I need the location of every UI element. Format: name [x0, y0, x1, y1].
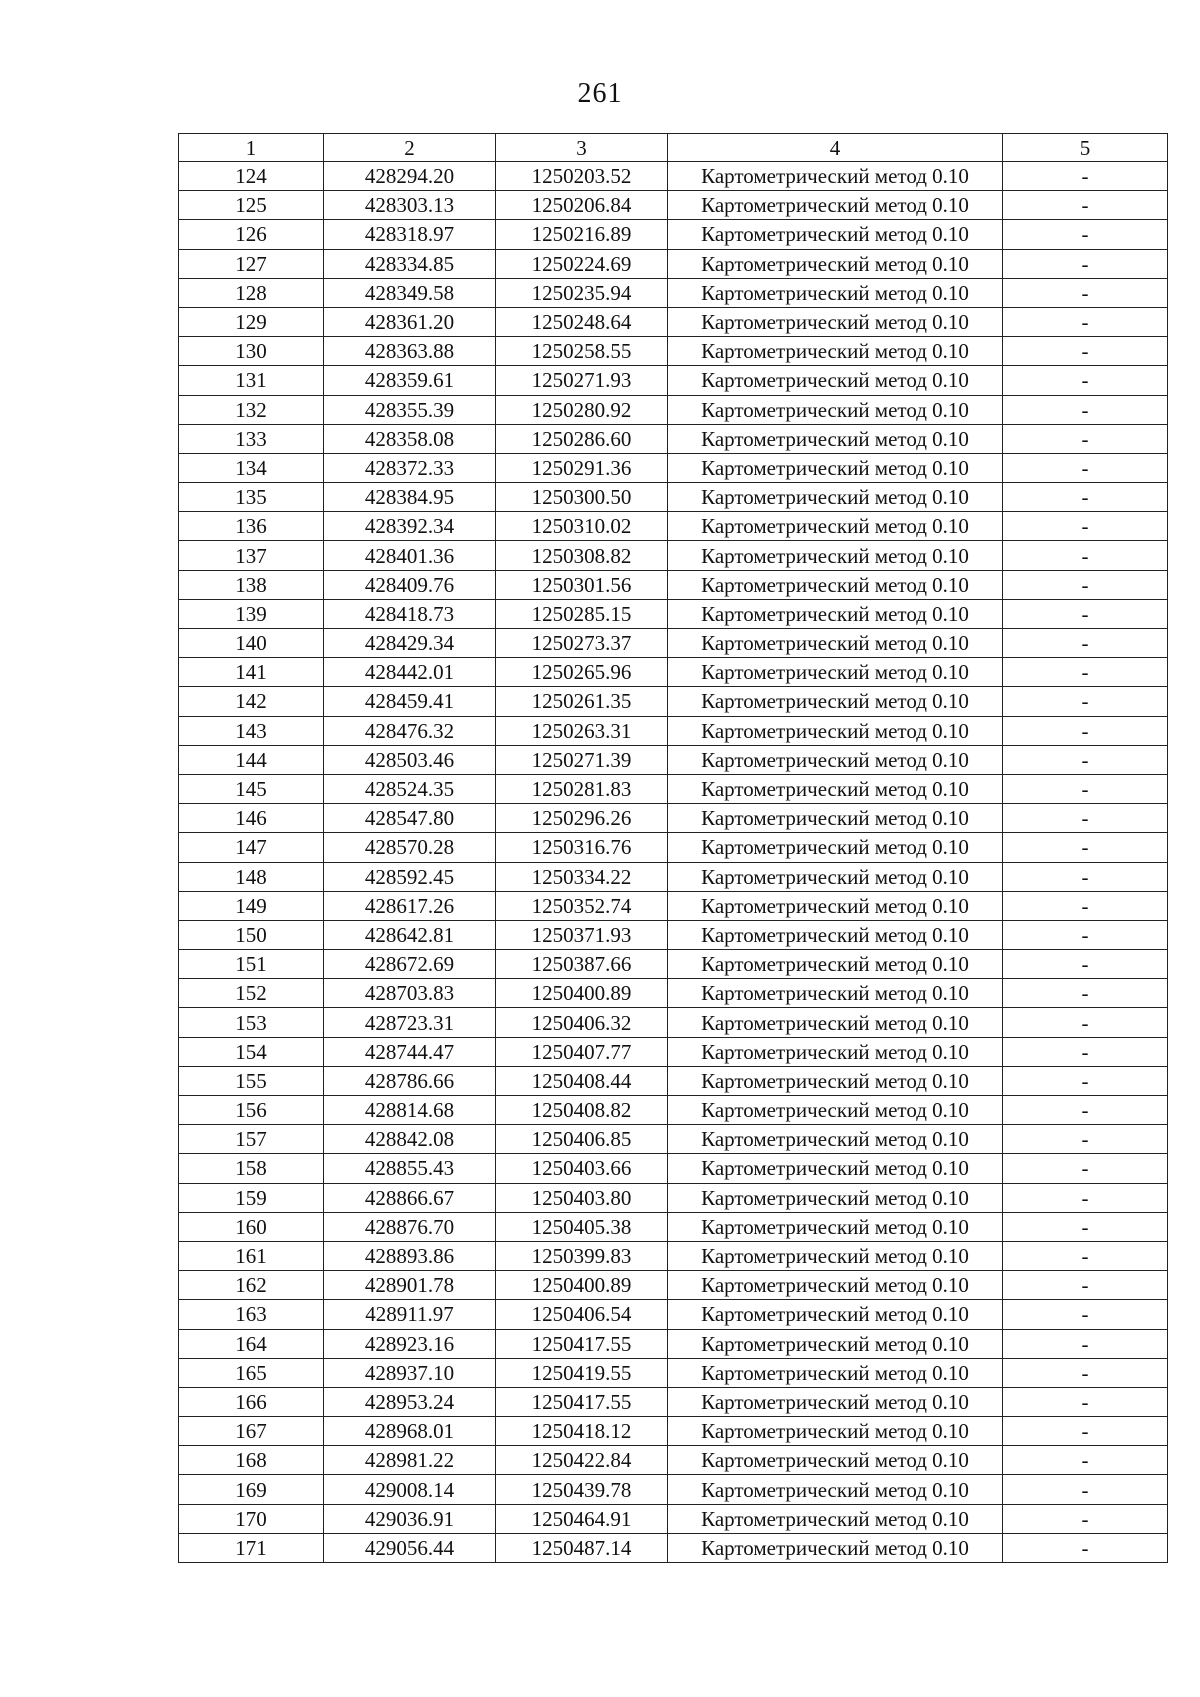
y-coordinate-cell: 1250300.50 [496, 483, 668, 512]
y-coordinate-cell: 1250235.94 [496, 278, 668, 307]
table-row [179, 424, 1168, 453]
x-coordinate-cell: 428893.86 [324, 1241, 496, 1270]
y-coordinate-cell: 1250439.78 [496, 1475, 668, 1504]
x-coordinate-cell: 428294.20 [324, 162, 496, 191]
x-coordinate-cell: 428842.08 [324, 1125, 496, 1154]
x-coordinate-cell: 428911.97 [324, 1300, 496, 1329]
method-cell: Картометрический метод 0.10 [668, 453, 1003, 482]
method-cell: Картометрический метод 0.10 [668, 1446, 1003, 1475]
point-number-cell: 130 [179, 337, 324, 366]
x-coordinate-cell: 428442.01 [324, 658, 496, 687]
y-coordinate-cell: 1250403.66 [496, 1154, 668, 1183]
y-coordinate-cell: 1250285.15 [496, 599, 668, 628]
table-row [179, 1125, 1168, 1154]
point-number-cell: 170 [179, 1504, 324, 1533]
y-coordinate-cell: 1250387.66 [496, 950, 668, 979]
table-row [179, 1504, 1168, 1533]
table-row [179, 1212, 1168, 1241]
note-cell: - [1003, 629, 1168, 658]
table-row [179, 891, 1168, 920]
point-number-cell: 171 [179, 1533, 324, 1562]
table-row [179, 950, 1168, 979]
table-row [179, 629, 1168, 658]
note-cell: - [1003, 745, 1168, 774]
table-row [179, 1329, 1168, 1358]
table-row [179, 512, 1168, 541]
point-number-cell: 165 [179, 1358, 324, 1387]
x-coordinate-cell: 428855.43 [324, 1154, 496, 1183]
column-header-4: 4 [668, 134, 1003, 162]
point-number-cell: 132 [179, 395, 324, 424]
x-coordinate-cell: 428524.35 [324, 774, 496, 803]
note-cell: - [1003, 1154, 1168, 1183]
x-coordinate-cell: 428476.32 [324, 716, 496, 745]
y-coordinate-cell: 1250265.96 [496, 658, 668, 687]
note-cell: - [1003, 1271, 1168, 1300]
point-number-cell: 161 [179, 1241, 324, 1270]
method-cell: Картометрический метод 0.10 [668, 1475, 1003, 1504]
point-number-cell: 143 [179, 716, 324, 745]
method-cell: Картометрический метод 0.10 [668, 745, 1003, 774]
point-number-cell: 131 [179, 366, 324, 395]
point-number-cell: 127 [179, 249, 324, 278]
method-cell: Картометрический метод 0.10 [668, 1533, 1003, 1562]
note-cell: - [1003, 162, 1168, 191]
y-coordinate-cell: 1250487.14 [496, 1533, 668, 1562]
x-coordinate-cell: 428547.80 [324, 804, 496, 833]
y-coordinate-cell: 1250291.36 [496, 453, 668, 482]
y-coordinate-cell: 1250408.44 [496, 1066, 668, 1095]
table-row [179, 1271, 1168, 1300]
method-cell: Картометрический метод 0.10 [668, 1300, 1003, 1329]
note-cell: - [1003, 599, 1168, 628]
point-number-cell: 169 [179, 1475, 324, 1504]
point-number-cell: 138 [179, 570, 324, 599]
note-cell: - [1003, 833, 1168, 862]
method-cell: Картометрический метод 0.10 [668, 483, 1003, 512]
x-coordinate-cell: 428303.13 [324, 191, 496, 220]
point-number-cell: 154 [179, 1037, 324, 1066]
table-row [179, 1008, 1168, 1037]
note-cell: - [1003, 687, 1168, 716]
note-cell: - [1003, 453, 1168, 482]
y-coordinate-cell: 1250407.77 [496, 1037, 668, 1066]
note-cell: - [1003, 979, 1168, 1008]
x-coordinate-cell: 428349.58 [324, 278, 496, 307]
method-cell: Картометрический метод 0.10 [668, 1271, 1003, 1300]
y-coordinate-cell: 1250334.22 [496, 862, 668, 891]
table-row [179, 862, 1168, 891]
note-cell: - [1003, 1008, 1168, 1037]
table-row [179, 337, 1168, 366]
point-number-cell: 151 [179, 950, 324, 979]
y-coordinate-cell: 1250271.39 [496, 745, 668, 774]
point-number-cell: 152 [179, 979, 324, 1008]
x-coordinate-cell: 428981.22 [324, 1446, 496, 1475]
table-row [179, 1533, 1168, 1562]
point-number-cell: 128 [179, 278, 324, 307]
note-cell: - [1003, 337, 1168, 366]
y-coordinate-cell: 1250352.74 [496, 891, 668, 920]
note-cell: - [1003, 1475, 1168, 1504]
method-cell: Картометрический метод 0.10 [668, 162, 1003, 191]
point-number-cell: 164 [179, 1329, 324, 1358]
table-row [179, 833, 1168, 862]
x-coordinate-cell: 428363.88 [324, 337, 496, 366]
x-coordinate-cell: 428786.66 [324, 1066, 496, 1095]
table-row [179, 1475, 1168, 1504]
point-number-cell: 168 [179, 1446, 324, 1475]
table-row [179, 1096, 1168, 1125]
y-coordinate-cell: 1250248.64 [496, 307, 668, 336]
table-row [179, 541, 1168, 570]
x-coordinate-cell: 428392.34 [324, 512, 496, 541]
note-cell: - [1003, 950, 1168, 979]
y-coordinate-cell: 1250308.82 [496, 541, 668, 570]
table-row [179, 162, 1168, 191]
method-cell: Картометрический метод 0.10 [668, 658, 1003, 687]
method-cell: Картометрический метод 0.10 [668, 979, 1003, 1008]
x-coordinate-cell: 428672.69 [324, 950, 496, 979]
note-cell: - [1003, 716, 1168, 745]
y-coordinate-cell: 1250417.55 [496, 1387, 668, 1416]
point-number-cell: 156 [179, 1096, 324, 1125]
x-coordinate-cell: 429008.14 [324, 1475, 496, 1504]
y-coordinate-cell: 1250417.55 [496, 1329, 668, 1358]
table-row [179, 979, 1168, 1008]
note-cell: - [1003, 395, 1168, 424]
point-number-cell: 136 [179, 512, 324, 541]
table-row [179, 920, 1168, 949]
method-cell: Картометрический метод 0.10 [668, 862, 1003, 891]
method-cell: Картометрический метод 0.10 [668, 599, 1003, 628]
coordinates-table [178, 133, 1168, 1563]
table-row [179, 1037, 1168, 1066]
method-cell: Картометрический метод 0.10 [668, 1212, 1003, 1241]
x-coordinate-cell: 428866.67 [324, 1183, 496, 1212]
method-cell: Картометрический метод 0.10 [668, 1066, 1003, 1095]
point-number-cell: 129 [179, 307, 324, 336]
note-cell: - [1003, 1096, 1168, 1125]
method-cell: Картометрический метод 0.10 [668, 424, 1003, 453]
note-cell: - [1003, 1358, 1168, 1387]
note-cell: - [1003, 1183, 1168, 1212]
point-number-cell: 162 [179, 1271, 324, 1300]
y-coordinate-cell: 1250224.69 [496, 249, 668, 278]
table-body [179, 162, 1168, 1563]
table-row [179, 191, 1168, 220]
point-number-cell: 149 [179, 891, 324, 920]
x-coordinate-cell: 428617.26 [324, 891, 496, 920]
note-cell: - [1003, 249, 1168, 278]
table-header [179, 134, 1168, 162]
x-coordinate-cell: 428953.24 [324, 1387, 496, 1416]
method-cell: Картометрический метод 0.10 [668, 249, 1003, 278]
method-cell: Картометрический метод 0.10 [668, 337, 1003, 366]
table-row [179, 395, 1168, 424]
y-coordinate-cell: 1250403.80 [496, 1183, 668, 1212]
note-cell: - [1003, 1125, 1168, 1154]
note-cell: - [1003, 1300, 1168, 1329]
method-cell: Картометрический метод 0.10 [668, 1417, 1003, 1446]
table-row [179, 249, 1168, 278]
point-number-cell: 159 [179, 1183, 324, 1212]
x-coordinate-cell: 428901.78 [324, 1271, 496, 1300]
note-cell: - [1003, 541, 1168, 570]
x-coordinate-cell: 428642.81 [324, 920, 496, 949]
method-cell: Картометрический метод 0.10 [668, 366, 1003, 395]
y-coordinate-cell: 1250203.52 [496, 162, 668, 191]
x-coordinate-cell: 428401.36 [324, 541, 496, 570]
table-row [179, 570, 1168, 599]
method-cell: Картометрический метод 0.10 [668, 395, 1003, 424]
point-number-cell: 167 [179, 1417, 324, 1446]
header-row [179, 134, 1168, 162]
method-cell: Картометрический метод 0.10 [668, 891, 1003, 920]
note-cell: - [1003, 920, 1168, 949]
y-coordinate-cell: 1250273.37 [496, 629, 668, 658]
note-cell: - [1003, 804, 1168, 833]
method-cell: Картометрический метод 0.10 [668, 570, 1003, 599]
x-coordinate-cell: 428418.73 [324, 599, 496, 628]
y-coordinate-cell: 1250301.56 [496, 570, 668, 599]
table-row [179, 658, 1168, 687]
method-cell: Картометрический метод 0.10 [668, 804, 1003, 833]
x-coordinate-cell: 428723.31 [324, 1008, 496, 1037]
y-coordinate-cell: 1250271.93 [496, 366, 668, 395]
y-coordinate-cell: 1250261.35 [496, 687, 668, 716]
table-row [179, 1241, 1168, 1270]
x-coordinate-cell: 428503.46 [324, 745, 496, 774]
table-row [179, 716, 1168, 745]
x-coordinate-cell: 428814.68 [324, 1096, 496, 1125]
x-coordinate-cell: 428937.10 [324, 1358, 496, 1387]
column-header-3: 3 [496, 134, 668, 162]
point-number-cell: 160 [179, 1212, 324, 1241]
note-cell: - [1003, 278, 1168, 307]
method-cell: Картометрический метод 0.10 [668, 541, 1003, 570]
table-row [179, 307, 1168, 336]
note-cell: - [1003, 220, 1168, 249]
x-coordinate-cell: 428459.41 [324, 687, 496, 716]
table-row [179, 1154, 1168, 1183]
column-header-2: 2 [324, 134, 496, 162]
y-coordinate-cell: 1250464.91 [496, 1504, 668, 1533]
point-number-cell: 157 [179, 1125, 324, 1154]
point-number-cell: 145 [179, 774, 324, 803]
method-cell: Картометрический метод 0.10 [668, 950, 1003, 979]
table-row [179, 278, 1168, 307]
x-coordinate-cell: 428876.70 [324, 1212, 496, 1241]
y-coordinate-cell: 1250371.93 [496, 920, 668, 949]
method-cell: Картометрический метод 0.10 [668, 1096, 1003, 1125]
note-cell: - [1003, 891, 1168, 920]
table-row [179, 1183, 1168, 1212]
table-row [179, 366, 1168, 395]
column-header-5: 5 [1003, 134, 1168, 162]
y-coordinate-cell: 1250280.92 [496, 395, 668, 424]
method-cell: Картометрический метод 0.10 [668, 1387, 1003, 1416]
point-number-cell: 140 [179, 629, 324, 658]
note-cell: - [1003, 366, 1168, 395]
x-coordinate-cell: 428359.61 [324, 366, 496, 395]
point-number-cell: 137 [179, 541, 324, 570]
table-row [179, 483, 1168, 512]
note-cell: - [1003, 1037, 1168, 1066]
y-coordinate-cell: 1250400.89 [496, 979, 668, 1008]
method-cell: Картометрический метод 0.10 [668, 1125, 1003, 1154]
point-number-cell: 148 [179, 862, 324, 891]
x-coordinate-cell: 428334.85 [324, 249, 496, 278]
x-coordinate-cell: 428355.39 [324, 395, 496, 424]
note-cell: - [1003, 658, 1168, 687]
note-cell: - [1003, 1066, 1168, 1095]
y-coordinate-cell: 1250216.89 [496, 220, 668, 249]
y-coordinate-cell: 1250316.76 [496, 833, 668, 862]
note-cell: - [1003, 570, 1168, 599]
point-number-cell: 142 [179, 687, 324, 716]
y-coordinate-cell: 1250281.83 [496, 774, 668, 803]
y-coordinate-cell: 1250286.60 [496, 424, 668, 453]
y-coordinate-cell: 1250418.12 [496, 1417, 668, 1446]
point-number-cell: 155 [179, 1066, 324, 1095]
method-cell: Картометрический метод 0.10 [668, 307, 1003, 336]
y-coordinate-cell: 1250408.82 [496, 1096, 668, 1125]
x-coordinate-cell: 428570.28 [324, 833, 496, 862]
table-row [179, 1387, 1168, 1416]
point-number-cell: 147 [179, 833, 324, 862]
table-row [179, 1446, 1168, 1475]
table-row [179, 1066, 1168, 1095]
x-coordinate-cell: 428703.83 [324, 979, 496, 1008]
note-cell: - [1003, 307, 1168, 336]
point-number-cell: 134 [179, 453, 324, 482]
note-cell: - [1003, 512, 1168, 541]
y-coordinate-cell: 1250258.55 [496, 337, 668, 366]
y-coordinate-cell: 1250406.54 [496, 1300, 668, 1329]
x-coordinate-cell: 428409.76 [324, 570, 496, 599]
note-cell: - [1003, 862, 1168, 891]
point-number-cell: 146 [179, 804, 324, 833]
method-cell: Картометрический метод 0.10 [668, 1154, 1003, 1183]
x-coordinate-cell: 428361.20 [324, 307, 496, 336]
note-cell: - [1003, 1417, 1168, 1446]
y-coordinate-cell: 1250406.85 [496, 1125, 668, 1154]
point-number-cell: 144 [179, 745, 324, 774]
table-row [179, 774, 1168, 803]
note-cell: - [1003, 1387, 1168, 1416]
point-number-cell: 158 [179, 1154, 324, 1183]
x-coordinate-cell: 428372.33 [324, 453, 496, 482]
x-coordinate-cell: 428384.95 [324, 483, 496, 512]
method-cell: Картометрический метод 0.10 [668, 512, 1003, 541]
note-cell: - [1003, 424, 1168, 453]
table-row [179, 1300, 1168, 1329]
method-cell: Картометрический метод 0.10 [668, 920, 1003, 949]
table-row [179, 745, 1168, 774]
note-cell: - [1003, 1533, 1168, 1562]
method-cell: Картометрический метод 0.10 [668, 833, 1003, 862]
x-coordinate-cell: 429036.91 [324, 1504, 496, 1533]
method-cell: Картометрический метод 0.10 [668, 687, 1003, 716]
point-number-cell: 124 [179, 162, 324, 191]
x-coordinate-cell: 428429.34 [324, 629, 496, 658]
method-cell: Картометрический метод 0.10 [668, 629, 1003, 658]
x-coordinate-cell: 428318.97 [324, 220, 496, 249]
table-row [179, 599, 1168, 628]
point-number-cell: 163 [179, 1300, 324, 1329]
point-number-cell: 153 [179, 1008, 324, 1037]
method-cell: Картометрический метод 0.10 [668, 1183, 1003, 1212]
y-coordinate-cell: 1250406.32 [496, 1008, 668, 1037]
method-cell: Картометрический метод 0.10 [668, 220, 1003, 249]
method-cell: Картометрический метод 0.10 [668, 1037, 1003, 1066]
table-row [179, 804, 1168, 833]
x-coordinate-cell: 428744.47 [324, 1037, 496, 1066]
note-cell: - [1003, 774, 1168, 803]
table-row [179, 220, 1168, 249]
y-coordinate-cell: 1250400.89 [496, 1271, 668, 1300]
table-row [179, 1358, 1168, 1387]
method-cell: Картометрический метод 0.10 [668, 191, 1003, 220]
point-number-cell: 126 [179, 220, 324, 249]
y-coordinate-cell: 1250399.83 [496, 1241, 668, 1270]
page-number: 261 [577, 78, 623, 109]
method-cell: Картометрический метод 0.10 [668, 716, 1003, 745]
y-coordinate-cell: 1250263.31 [496, 716, 668, 745]
column-header-1: 1 [179, 134, 324, 162]
point-number-cell: 141 [179, 658, 324, 687]
table-row [179, 687, 1168, 716]
y-coordinate-cell: 1250422.84 [496, 1446, 668, 1475]
note-cell: - [1003, 1504, 1168, 1533]
x-coordinate-cell: 428358.08 [324, 424, 496, 453]
y-coordinate-cell: 1250310.02 [496, 512, 668, 541]
x-coordinate-cell: 428968.01 [324, 1417, 496, 1446]
method-cell: Картометрический метод 0.10 [668, 774, 1003, 803]
point-number-cell: 139 [179, 599, 324, 628]
y-coordinate-cell: 1250296.26 [496, 804, 668, 833]
method-cell: Картометрический метод 0.10 [668, 1358, 1003, 1387]
table-row [179, 453, 1168, 482]
method-cell: Картометрический метод 0.10 [668, 1008, 1003, 1037]
x-coordinate-cell: 428592.45 [324, 862, 496, 891]
method-cell: Картометрический метод 0.10 [668, 1329, 1003, 1358]
y-coordinate-cell: 1250206.84 [496, 191, 668, 220]
point-number-cell: 125 [179, 191, 324, 220]
note-cell: - [1003, 1212, 1168, 1241]
note-cell: - [1003, 1241, 1168, 1270]
point-number-cell: 135 [179, 483, 324, 512]
x-coordinate-cell: 429056.44 [324, 1533, 496, 1562]
point-number-cell: 133 [179, 424, 324, 453]
note-cell: - [1003, 1446, 1168, 1475]
method-cell: Картометрический метод 0.10 [668, 1241, 1003, 1270]
x-coordinate-cell: 428923.16 [324, 1329, 496, 1358]
note-cell: - [1003, 1329, 1168, 1358]
point-number-cell: 150 [179, 920, 324, 949]
note-cell: - [1003, 483, 1168, 512]
point-number-cell: 166 [179, 1387, 324, 1416]
note-cell: - [1003, 191, 1168, 220]
table-row [179, 1417, 1168, 1446]
method-cell: Картометрический метод 0.10 [668, 278, 1003, 307]
y-coordinate-cell: 1250419.55 [496, 1358, 668, 1387]
method-cell: Картометрический метод 0.10 [668, 1504, 1003, 1533]
y-coordinate-cell: 1250405.38 [496, 1212, 668, 1241]
